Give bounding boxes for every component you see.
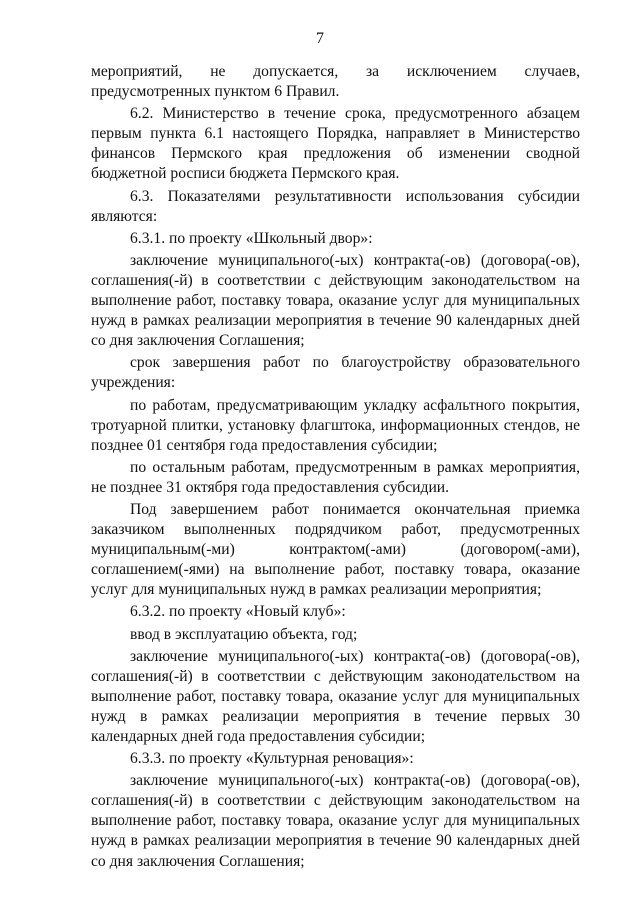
page-number: 7 (316, 30, 324, 47)
paragraph-p11: заключение муниципального(-ых) контракта(-ов) (договора(-ов), соглашения(-й) в соответствии с действующим законодательством на выполнение работ, поставку товара, оказание услуг для муниципальных нужд в рамках реализации мероприятия в течение первых 30 календарных дней года предоставления субсидии; (91, 647, 580, 745)
paragraph-p9: 6.3.2. по проекту «Новый клуб»: (130, 603, 346, 621)
paragraph-p6: по работам, предусматривающим укладку асфальтного покрытия, тротуарной плитки, установку флагштока, информационных стендов, не позднее 01 сентября года предоставления субсидии; (91, 396, 580, 454)
paragraph-p2: 6.3. Показателями результативности использования субсидии являются: (91, 187, 580, 225)
paragraph-p4: заключение муниципального(-ых) контракта(-ов) (договора(-ов), соглашения(-й) в соответствии с действующим законодательством на выполнение работ, поставку товара, оказание услуг для муниципальных нужд в рамках реализации мероприятия в течение 90 календарных дней со дня заключения Соглашения; (91, 251, 580, 350)
document-body (91, 62, 580, 874)
paragraph-p7: по остальным работам, предусмотренным в рамках мероприятия, не позднее 31 октября года предоставления субсидии. (91, 458, 580, 496)
paragraph-p13: заключение муниципального(-ых) контракта(-ов) (договора(-ов), соглашения(-й) в соответствии с действующим законодательством на выполнение работ, поставку товара, оказание услуг для муниципальных нужд в рамках реализации мероприятия в течение 90 календарных дней со дня заключения Соглашения; (91, 772, 580, 870)
paragraph-p8: Под завершением работ понимается окончательная приемка заказчиком выполненных подрядчиком работ, предусмотренных муниципальным(-ми) контрактом(-ами) (договором(-ами), соглашением(-ями) на выполнение работ, поставку товара, оказание услуг для муниципальных нужд в рамках реализации мероприятия; (91, 500, 580, 599)
paragraph-p1: 6.2. Министерство в течение срока, предусмотренного абзацем первым пункта 6.1 настоящего Порядка, направляет в Министерство финансов Пермского края предложения об изменении сводной бюджетной росписи бюджета Пермского края. (91, 105, 580, 183)
paragraph-p3: 6.3.1. по проекту «Школьный двор»: (130, 229, 373, 247)
paragraph-p12: 6.3.3. по проекту «Культурная реновация»: (130, 750, 414, 768)
paragraph-p0: мероприятий, не допускается, за исключением случаев, предусмотренных пунктом 6 Правил. (91, 63, 580, 101)
paragraph-p10: ввод в эксплуатацию объекта, год; (130, 625, 358, 643)
paragraph-p5: срок завершения работ по благоустройству образовательного учреждения: (91, 354, 580, 392)
